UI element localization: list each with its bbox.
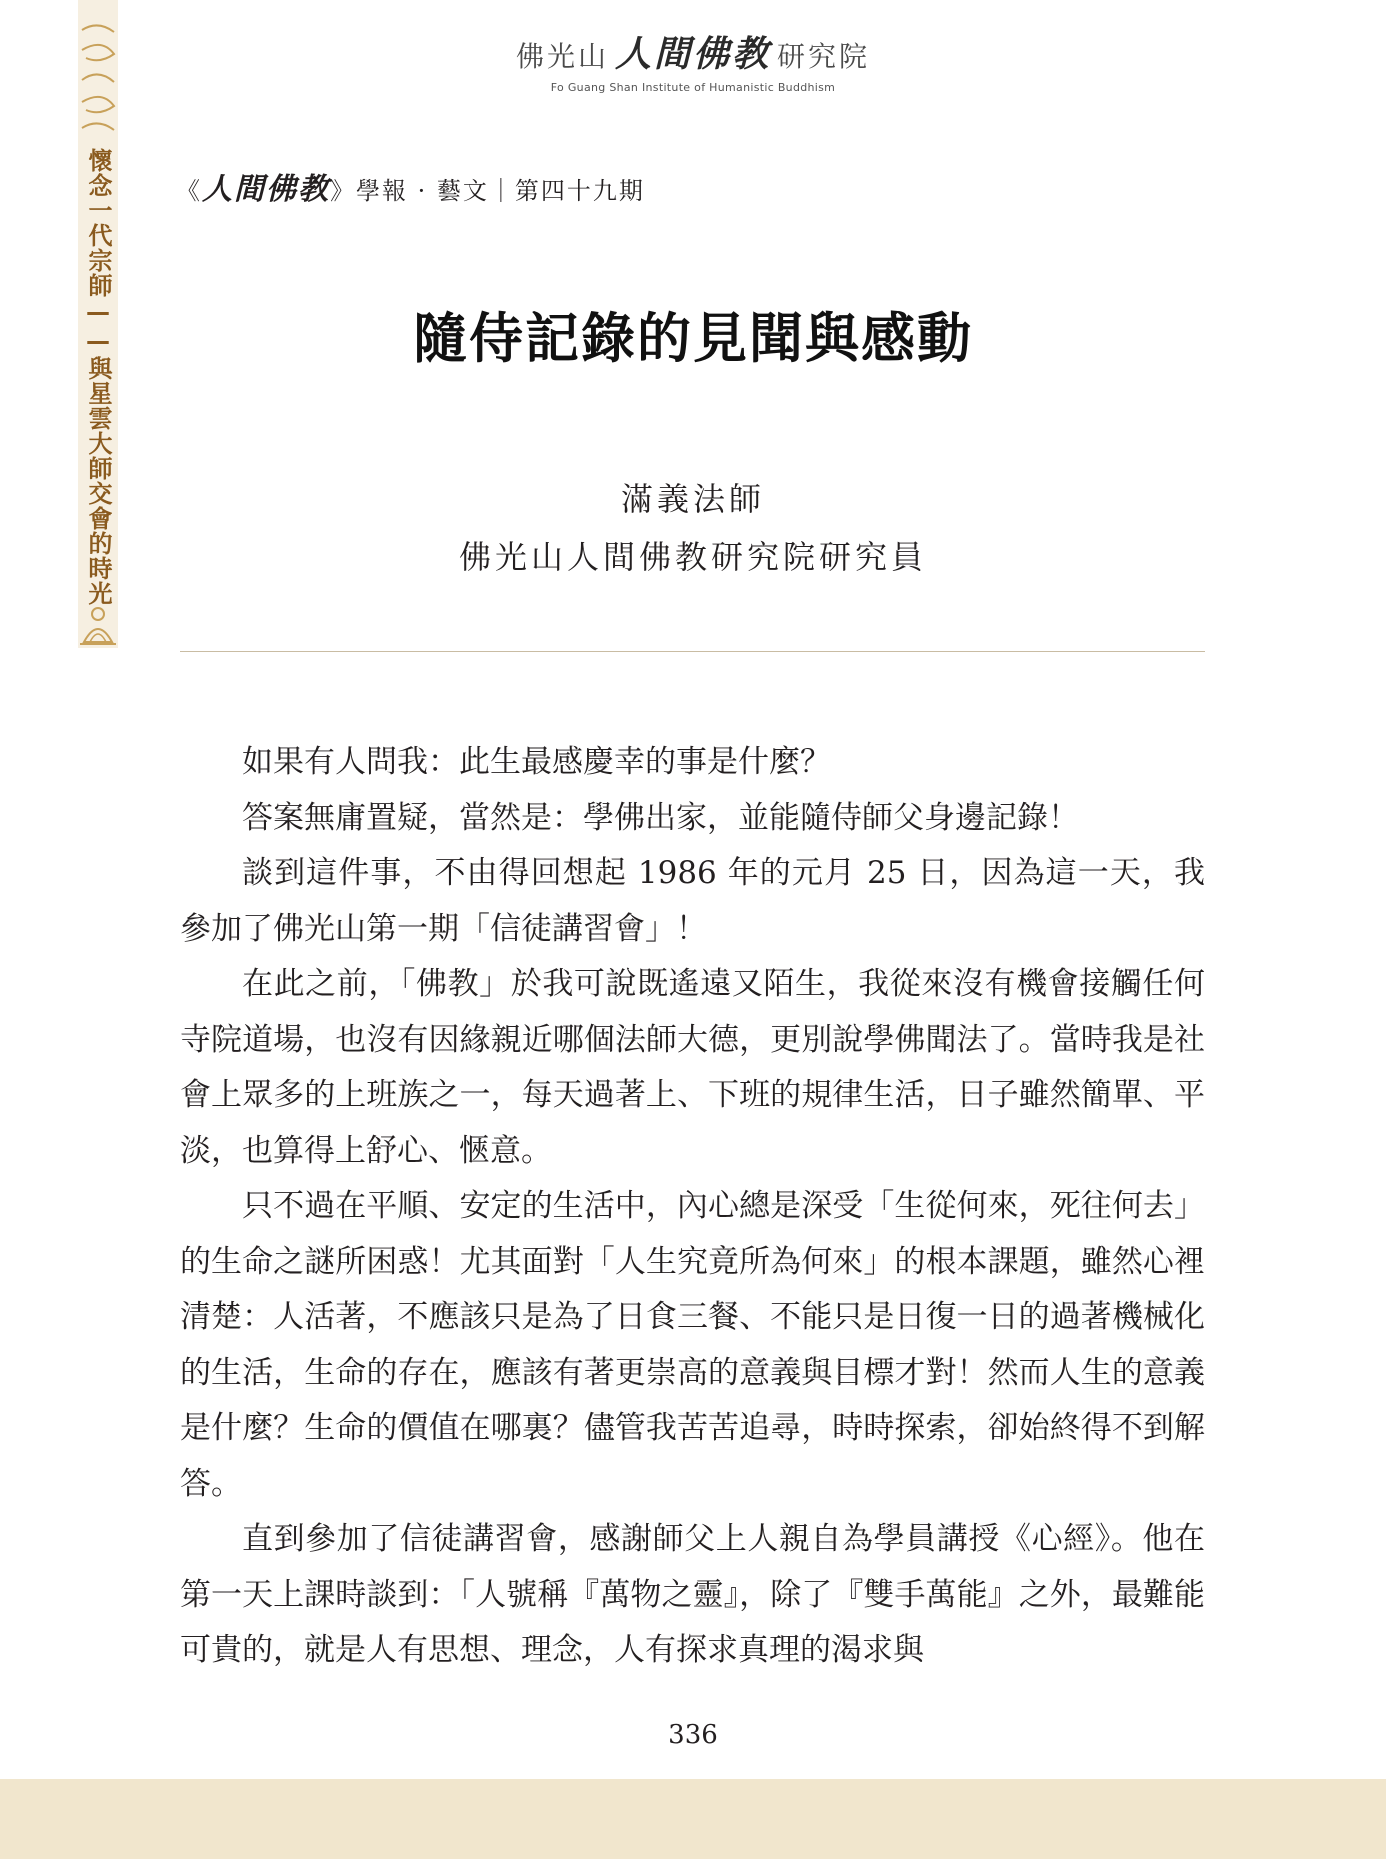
journal-issue-info: 學報 · 藝文｜第四十九期 xyxy=(356,177,645,205)
author-affiliation: 佛光山人間佛教研究院研究員 xyxy=(458,538,927,576)
journal-close-bracket: 》 xyxy=(330,177,356,205)
journal-brand-logo: 人間佛教 xyxy=(202,172,330,207)
page-number: 336 xyxy=(668,1720,718,1750)
section-divider xyxy=(180,651,1205,652)
lotus-ornament-icon xyxy=(78,602,118,648)
institute-brand-logo: 人間佛教 xyxy=(614,33,771,75)
sidebar-series-title: 懷念一代宗師——與星雲大師交會的時光 xyxy=(84,148,112,606)
institute-name xyxy=(0,26,1386,77)
paragraph: 如果有人問我：此生最感慶幸的事是什麼？ xyxy=(242,744,831,780)
article-body xyxy=(180,735,1205,1679)
paragraph: 談到這件事，不由得回想起 1986 年的元月 25 日，因為這一天，我參加了佛光山第一期「信徒講習會」！ xyxy=(180,855,1205,947)
paragraph: 直到參加了信徒講習會，感謝師父上人親自為學員講授《心經》。他在第一天上課時談到：「人號稱『萬物之靈』，除了『雙手萬能』之外，最難能可貴的，就是人有思想、理念，人有探求真理的渴求與 xyxy=(180,1521,1205,1668)
institute-header xyxy=(0,26,1386,94)
author-name: 滿義法師 xyxy=(620,480,765,518)
journal-running-head xyxy=(176,164,645,208)
footer-band xyxy=(0,1779,1386,1859)
paragraph: 在此之前，「佛教」於我可說既遙遠又陌生，我從來沒有機會接觸任何寺院道場，也沒有因緣親近哪個法師大德，更別說學佛聞法了。當時我是社會上眾多的上班族之一，每天過著上、下班的規律生活，日子雖然簡單、平淡，也算得上舒心、愜意。 xyxy=(180,966,1205,1169)
institute-english-name: Fo Guang Shan Institute of Humanistic Buddhism xyxy=(550,81,836,94)
article-title: 隨侍記錄的見聞與感動 xyxy=(413,306,973,370)
paragraph: 答案無庸置疑，當然是：學佛出家，並能隨侍師父身邊記錄！ xyxy=(242,799,1079,836)
author-block xyxy=(0,470,1386,586)
institute-prefix: 佛光山 xyxy=(515,40,609,73)
journal-open-bracket: 《 xyxy=(176,177,202,205)
institute-suffix: 研究院 xyxy=(777,40,871,73)
paragraph: 只不過在平順、安定的生活中，內心總是深受「生從何來，死往何去」的生命之謎所困惑！尤其面對「人生究竟所為何來」的根本課題，雖然心裡清楚：人活著，不應該只是為了日食三餐、不能只是日復一日的過著機械化的生活，生命的存在，應該有著更崇高的意義與目標才對！然而人生的意義是什麼？生命的價值在哪裏？儘管我苦苦追尋，時時探索，卻始終得不到解答。 xyxy=(180,1188,1205,1502)
